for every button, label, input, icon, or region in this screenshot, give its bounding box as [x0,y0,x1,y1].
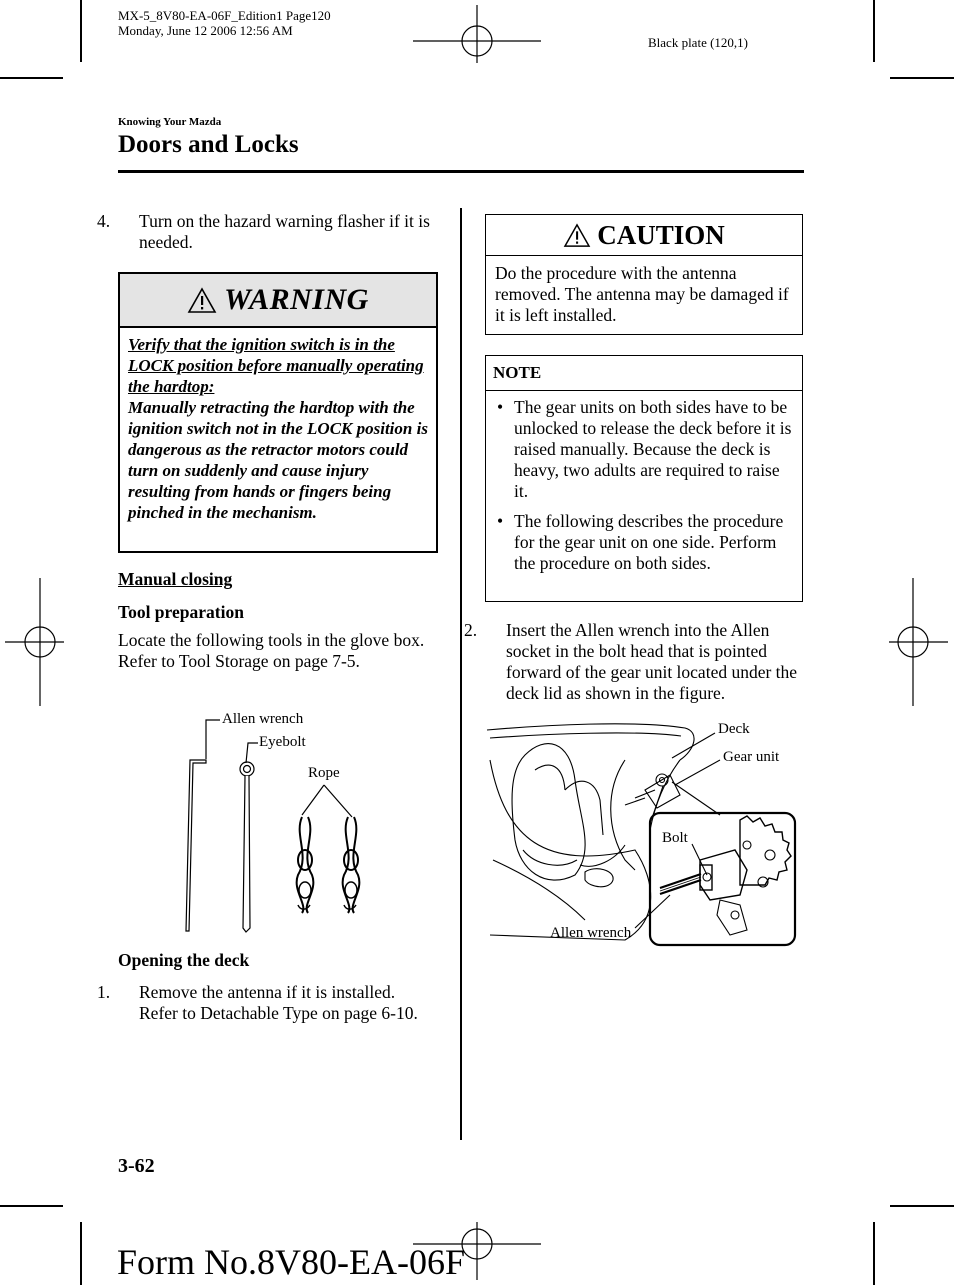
tool-preparation-line2: Refer to Tool Storage on page 7-5. [118,651,360,671]
note-bullet-text: The gear units on both sides have to be unlocked to release the deck before it is raised manually. Because the deck is heavy, two adults are required to raise it. [514,397,792,501]
warning-triangle-icon [187,287,217,314]
label-bolt: Bolt [662,830,688,846]
eyebolt-leader [246,743,258,763]
allen-wrench-shape [186,760,206,931]
eyebolt-ring [240,762,254,776]
caution-text: Do the procedure with the antenna removed. The antenna may be damaged if it is left installed. [495,263,789,325]
form-number: Form No.8V80-EA-06F [117,1242,465,1282]
step-4 [97,211,459,253]
label-allen-wrench-right: Allen wrench [550,925,632,941]
file-info-line2: Monday, June 12 2006 12:56 AM [118,23,293,38]
step-1-line2: Refer to Detachable Type on page 6-10. [139,1003,418,1023]
note-bullet-text: The following describes the procedure for the gear unit on one side. Perform the procedure on both sides. [514,511,784,573]
allen-wrench-leader [206,720,220,759]
note-bullet [494,397,792,502]
file-info [118,8,331,38]
warning-lead: Verify that the ignition switch is in the LOCK position before manually operating the hardtop: [128,335,424,396]
tool-preparation-heading: Tool preparation [118,602,244,622]
column-divider [460,208,462,1140]
rope-leader-2 [324,785,352,817]
caution-header [486,215,802,256]
step-2 [464,620,818,704]
step-4-number: 4. [97,211,111,231]
step-2-number: 2. [464,620,478,640]
caution-title: CAUTION [597,219,725,250]
label-eyebolt: Eyebolt [259,734,306,750]
note-bullet [494,511,792,574]
opening-deck-heading: Opening the deck [118,950,250,970]
eyebolt-shaft [243,776,250,932]
gear-unit-leader [675,760,720,785]
label-rope: Rope [308,765,340,781]
section-small-title: Knowing Your Mazda [118,116,222,128]
page-number: 3-62 [118,1155,155,1177]
file-info-line1: MX-5_8V80-EA-06F_Edition1 Page120 [118,8,331,23]
manual-closing-heading: Manual closing [118,569,233,589]
label-gear-unit: Gear unit [723,749,780,765]
rope-leader-1 [302,785,324,815]
step-4-text: Turn on the hazard warning flasher if it is needed. [139,211,430,252]
step-1-line1: Remove the antenna if it is installed. [139,982,396,1002]
allen-wrench-leader [635,895,670,928]
step-1 [97,982,438,1024]
label-allen-wrench: Allen wrench [222,711,304,727]
note-title: NOTE [486,356,802,391]
tool-preparation-text [118,630,436,672]
warning-header [120,274,436,328]
caution-triangle-icon [563,223,591,248]
title-rule [118,170,804,173]
step-2-text: Insert the Allen wrench into the Allen socket in the bolt head that is pointed forward of the gear unit located under the deck lid as shown in the figure. [506,620,798,703]
note-box [485,355,803,602]
page-title: Doors and Locks [118,131,299,158]
note-body [486,391,802,584]
bullet-dot-icon: • [497,397,504,417]
warning-title: WARNING [224,283,369,316]
plate-label: Black plate (120,1) [648,35,748,50]
label-deck: Deck [718,721,750,737]
warning-body [120,328,436,529]
tool-preparation-line1: Locate the following tools in the glove box. [118,630,425,650]
step-1-number: 1. [97,982,111,1002]
warning-box [118,272,438,553]
caution-box [485,214,803,335]
bullet-dot-icon: • [497,511,504,531]
warning-text: Manually retracting the hardtop with the ignition switch not in the LOCK position is dangerous as the retractor motors could turn on suddenly and cause injury resulting from hands or fingers being pinched in the mechanism. [128,398,428,522]
